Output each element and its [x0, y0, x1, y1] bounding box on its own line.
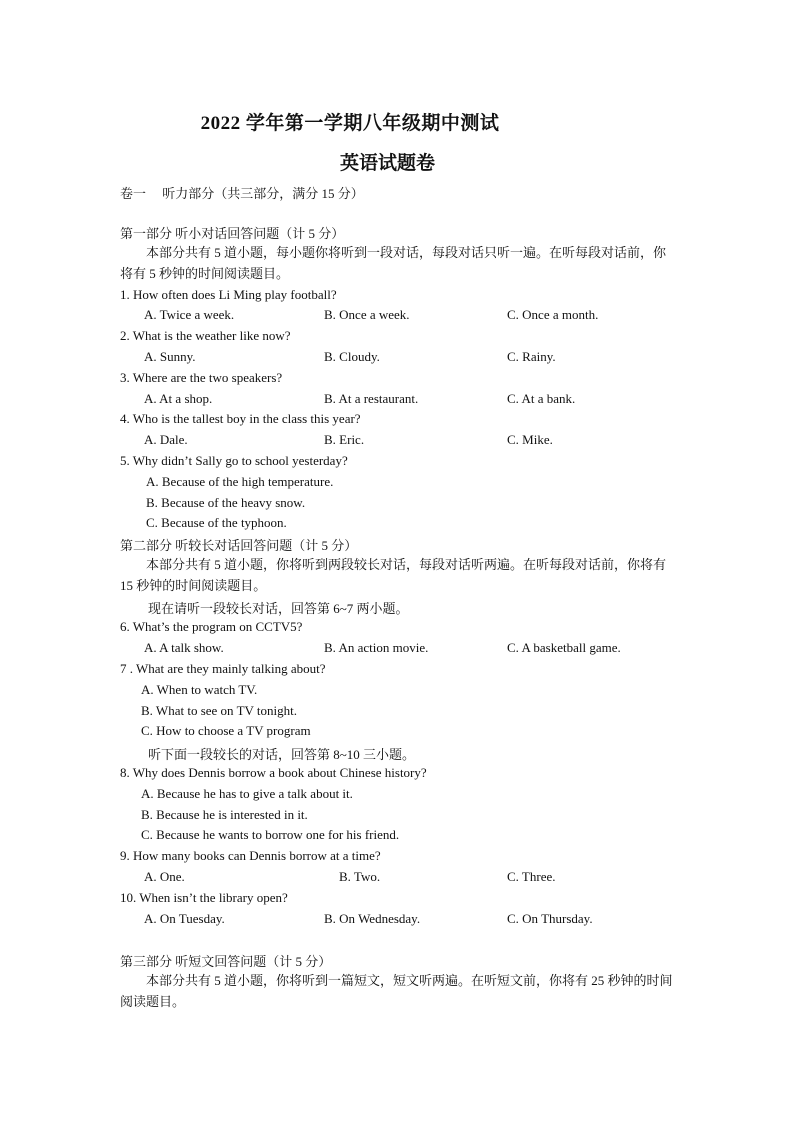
q2-stem: 2. What is the weather like now?	[120, 328, 291, 343]
q4-option-c: C. Mike.	[507, 432, 553, 447]
q4-stem: 4. Who is the tallest boy in the class this year?	[120, 411, 361, 426]
q1-option-c: C. Once a month.	[507, 307, 599, 322]
q5-stem: 5. Why didn’t Sally go to school yesterday?	[120, 453, 348, 468]
q4-option-a: A. Dale.	[144, 432, 188, 447]
q2-option-a: A. Sunny.	[144, 349, 196, 364]
q7-option-b: B. What to see on TV tonight.	[141, 703, 297, 718]
q9-stem: 9. How many books can Dennis borrow at a time?	[120, 848, 381, 863]
q2-option-b: B. Cloudy.	[324, 349, 380, 364]
q1-stem: 1. How often does Li Ming play football?	[120, 287, 337, 302]
q2-option-c: C. Rainy.	[507, 349, 556, 364]
q3-stem: 3. Where are the two speakers?	[120, 370, 283, 385]
q6-option-b: B. An action movie.	[324, 640, 429, 655]
q1-option-b: B. Once a week.	[324, 307, 410, 322]
q6-option-c: C. A basketball game.	[507, 640, 621, 655]
q4-option-b: B. Eric.	[324, 432, 365, 447]
q6-option-a: A. A talk show.	[144, 640, 224, 655]
q8-option-c: C. Because he wants to borrow one for his friend.	[141, 827, 400, 842]
q10-option-c: C. On Thursday.	[507, 911, 593, 926]
part2-instruction: 本部分共有 5 道小题，你将听到两段较长对话，每段对话听两遍。在听每段对话前，你将有 15 秒钟的时间阅读题目。	[120, 557, 667, 593]
part2-prompt-6-7: 现在请听一段较长对话，回答第 6~7 两小题。	[148, 601, 409, 616]
q3-option-c: C. At a bank.	[507, 391, 576, 406]
q5-option-c: C. Because of the typhoon.	[146, 515, 287, 530]
part2-prompt-8-10: 听下面一段较长的对话，回答第 8~10 三小题。	[148, 747, 416, 762]
volume-heading: 卷一 听力部分（共三部分，满分 15 分）	[120, 186, 364, 201]
exam-title: 2022 学年第一学期八年级期中测试	[200, 113, 500, 134]
q10-option-a: A. On Tuesday.	[144, 911, 225, 926]
q9-option-b: B. Two.	[339, 869, 381, 884]
q8-option-a: A. Because he has to give a talk about it.	[141, 786, 353, 801]
q7-option-c: C. How to choose a TV program	[141, 723, 311, 738]
exam-subtitle: 英语试题卷	[339, 153, 435, 174]
part3-instruction: 本部分共有 5 道小题，你将听到一篇短文，短文听两遍。在听短文前，你将有 25 秒钟的时间阅读题目。	[120, 973, 673, 1009]
q3-option-b: B. At a restaurant.	[324, 391, 419, 406]
q3-option-a: A. At a shop.	[144, 391, 213, 406]
q10-option-b: B. On Wednesday.	[324, 911, 421, 926]
q7-stem: 7 . What are they mainly talking about?	[120, 661, 326, 676]
q5-option-a: A. Because of the high temperature.	[146, 474, 334, 489]
q9-option-a: A. One.	[144, 869, 185, 884]
q6-stem: 6. What’s the program on CCTV5?	[120, 619, 303, 634]
q9-option-c: C. Three.	[507, 869, 556, 884]
q1-option-a: A. Twice a week.	[144, 307, 235, 322]
q7-option-a: A. When to watch TV.	[141, 682, 258, 697]
q8-option-b: B. Because he is interested in it.	[141, 807, 308, 822]
part3-heading: 第三部分 听短文回答问题（计 5 分）	[120, 954, 332, 969]
part1-heading: 第一部分 听小对话回答问题（计 5 分）	[120, 226, 345, 241]
part2-heading: 第二部分 听较长对话回答问题（计 5 分）	[120, 538, 358, 553]
q5-option-b: B. Because of the heavy snow.	[146, 495, 306, 510]
q8-stem: 8. Why does Dennis borrow a book about Chinese history?	[120, 765, 427, 780]
part1-instruction: 本部分共有 5 道小题，每小题你将听到一段对话，每段对话只听一遍。在听每段对话前，你将有 5 秒钟的时间阅读题目。	[120, 245, 667, 281]
q10-stem: 10. When isn’t the library open?	[120, 890, 288, 905]
